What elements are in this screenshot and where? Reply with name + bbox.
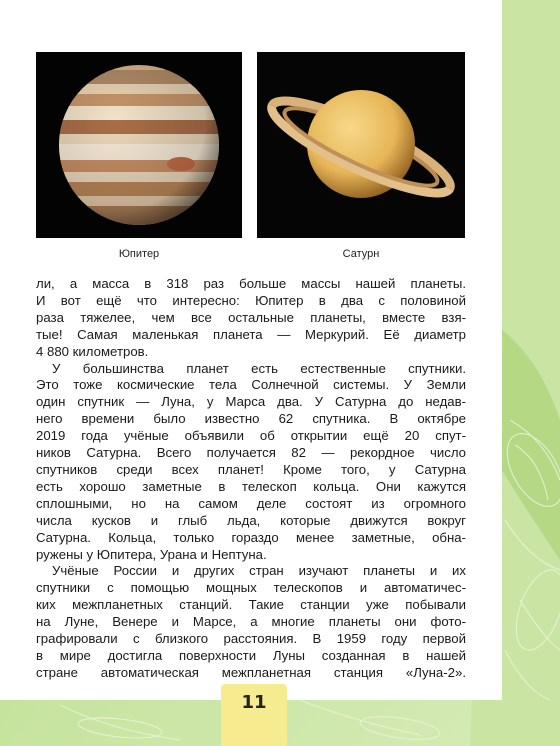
body-text: [36, 276, 466, 682]
text-line: ли, а масса в 318 раз больше массы нашей планеты.: [36, 276, 466, 291]
text-line: в мире достигла поверхности Луны созданная в нашей: [36, 647, 466, 663]
text-line: спутники с помощью мощных телескопов и автоматичес-: [36, 580, 466, 596]
text-line: него времени было известно 62 спутника. В октябре: [36, 411, 466, 427]
text-line: ких межпланетных станций. Такие станции уже побывали: [36, 597, 466, 613]
text-line: сплошными, но на самом деле состоят из огромного: [36, 495, 466, 511]
text-line: стране автоматическая межпланетная станция «Луна-2».: [36, 664, 466, 680]
paragraph-2: [36, 361, 466, 564]
paragraph-3: [36, 563, 466, 681]
text-line: 2019 года учёные объявили об открытии ещё 20 спут-: [36, 428, 466, 444]
jupiter-photo: [36, 52, 242, 238]
saturn-image: [257, 52, 465, 238]
text-line: один спутник — Луна, у Марса два. У Сатурна до недав-: [36, 394, 466, 410]
text-line: ников Сатурна. Всего получается 82 — рекордное число: [36, 445, 466, 461]
text-line: У большинства планет есть естественные спутники.: [52, 360, 466, 376]
text-line: И вот ещё что интересно: Юпитер в два с половиной: [36, 292, 466, 308]
text-line: ружены у Юпитера, Урана и Нептуна.: [36, 546, 267, 562]
text-line: тые! Самая маленькая планета — Меркурий. Её диаметр: [36, 326, 466, 342]
text-line: графировали с близкого расстояния. В 1959 году первой: [36, 631, 466, 647]
text-line: Сатурна. Кольца, только гораздо менее заметные, обна-: [36, 529, 466, 545]
saturn-caption: Сатурн: [342, 248, 380, 260]
paragraph-1: [36, 276, 466, 361]
text-line: спутников среди всех планет! Кроме того, у Сатурна: [36, 461, 466, 477]
text-line: есть хорошо заметные в телескоп кольца. Они кажутся: [36, 478, 466, 494]
saturn-photo: [257, 52, 465, 238]
jupiter-image: [36, 52, 242, 238]
text-line: 4 880 километров.: [36, 343, 149, 359]
text-line: Учёные России и других стран изучают планеты и их: [52, 563, 466, 579]
jupiter-caption: Юпитер: [118, 248, 160, 260]
text-line: Это тоже космические тела Солнечной системы. У Земли: [36, 377, 466, 393]
text-line: на Луне, Венере и Марсе, а многие планеты они фото-: [36, 614, 466, 630]
text-line: числа кусков и глыб льда, которые движутся вокруг: [36, 512, 466, 528]
page-number: 11: [241, 692, 267, 713]
page-number-tab: [221, 684, 287, 746]
text-line: раза тяжелее, чем все остальные планеты, вместе взя-: [36, 309, 466, 325]
